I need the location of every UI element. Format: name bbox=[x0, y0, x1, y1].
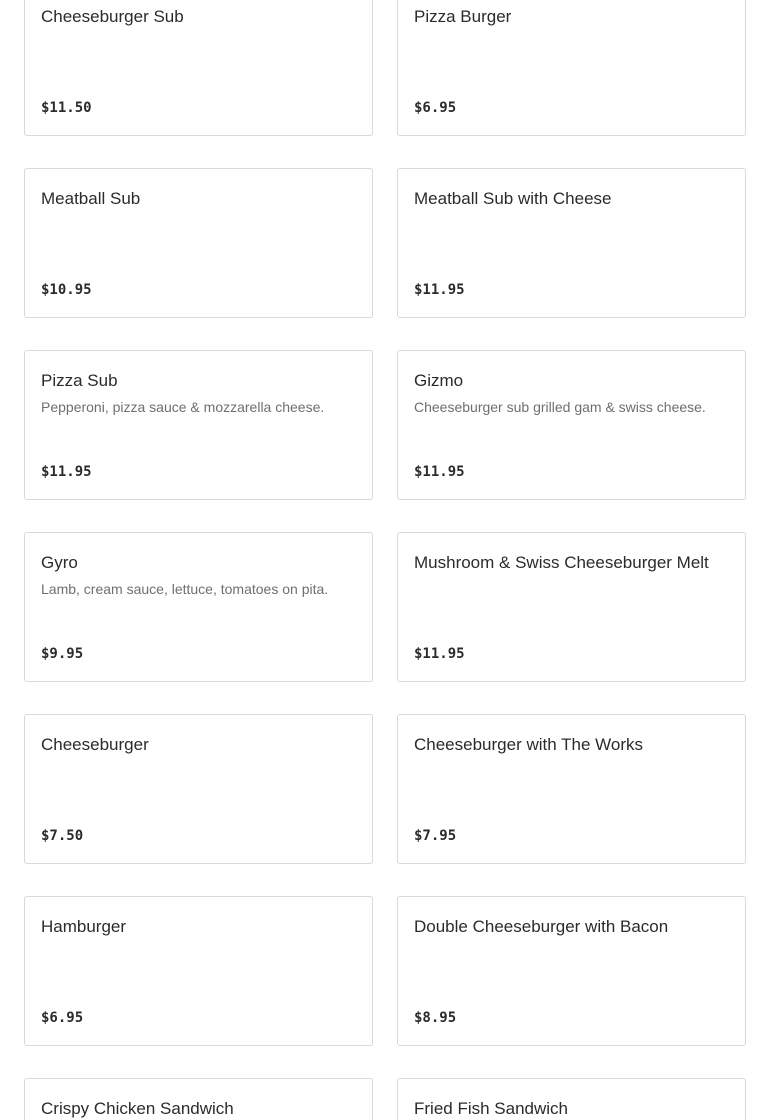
menu-item-card[interactable] bbox=[397, 1078, 746, 1120]
menu-item-name: Gizmo bbox=[414, 371, 464, 390]
menu-item-card[interactable] bbox=[397, 0, 746, 136]
menu-item-price: $10.95 bbox=[41, 282, 92, 298]
menu-item-price: $11.95 bbox=[414, 464, 465, 480]
menu-item-name: Meatball Sub bbox=[41, 189, 141, 208]
menu-item-card[interactable] bbox=[397, 350, 746, 500]
menu-item-card[interactable] bbox=[397, 896, 746, 1046]
menu-item-card[interactable] bbox=[24, 350, 373, 500]
menu-item-price: $11.95 bbox=[414, 646, 465, 662]
menu-item-card[interactable] bbox=[24, 0, 373, 136]
menu-item-price: $6.95 bbox=[414, 100, 457, 116]
menu-item-card[interactable] bbox=[24, 714, 373, 864]
menu-item-description: Cheeseburger sub grilled gam & swiss cheese. bbox=[414, 399, 706, 415]
menu-item-name: Pizza Burger bbox=[414, 7, 512, 26]
menu-grid bbox=[24, 0, 746, 1120]
menu-item-card[interactable] bbox=[24, 1078, 373, 1120]
menu-item-card[interactable] bbox=[24, 896, 373, 1046]
menu-item-name: Hamburger bbox=[41, 917, 127, 936]
menu-item-description: Lamb, cream sauce, lettuce, tomatoes on pita. bbox=[41, 581, 329, 597]
menu-item-card[interactable] bbox=[397, 532, 746, 682]
menu-item-price: $11.95 bbox=[41, 464, 92, 480]
menu-item-name: Crispy Chicken Sandwich bbox=[41, 1099, 234, 1118]
menu-item-name: Cheeseburger bbox=[41, 735, 149, 754]
menu-item-name: Pizza Sub bbox=[41, 371, 118, 390]
menu-item-name: Double Cheeseburger with Bacon bbox=[414, 917, 669, 936]
menu-item-price: $7.95 bbox=[414, 828, 457, 844]
menu-item-card[interactable] bbox=[397, 168, 746, 318]
menu-item-price: $11.95 bbox=[414, 282, 465, 298]
menu-item-card[interactable] bbox=[24, 168, 373, 318]
menu-item-price: $9.95 bbox=[41, 646, 84, 662]
menu-item-price: $7.50 bbox=[41, 828, 84, 844]
menu-item-name: Fried Fish Sandwich bbox=[414, 1099, 569, 1118]
menu-item-price: $8.95 bbox=[414, 1010, 457, 1026]
menu-item-name: Cheeseburger with The Works bbox=[414, 735, 643, 754]
menu-item-price: $11.50 bbox=[41, 100, 92, 116]
menu-item-name: Meatball Sub with Cheese bbox=[414, 189, 612, 208]
menu-item-description: Pepperoni, pizza sauce & mozzarella cheese. bbox=[41, 399, 325, 415]
menu-item-name: Mushroom & Swiss Cheeseburger Melt bbox=[414, 553, 709, 572]
menu-item-card[interactable] bbox=[397, 714, 746, 864]
menu-item-name: Cheeseburger Sub bbox=[41, 7, 184, 26]
menu-item-price: $6.95 bbox=[41, 1010, 84, 1026]
menu-item-name: Gyro bbox=[41, 553, 78, 572]
menu-item-card[interactable] bbox=[24, 532, 373, 682]
